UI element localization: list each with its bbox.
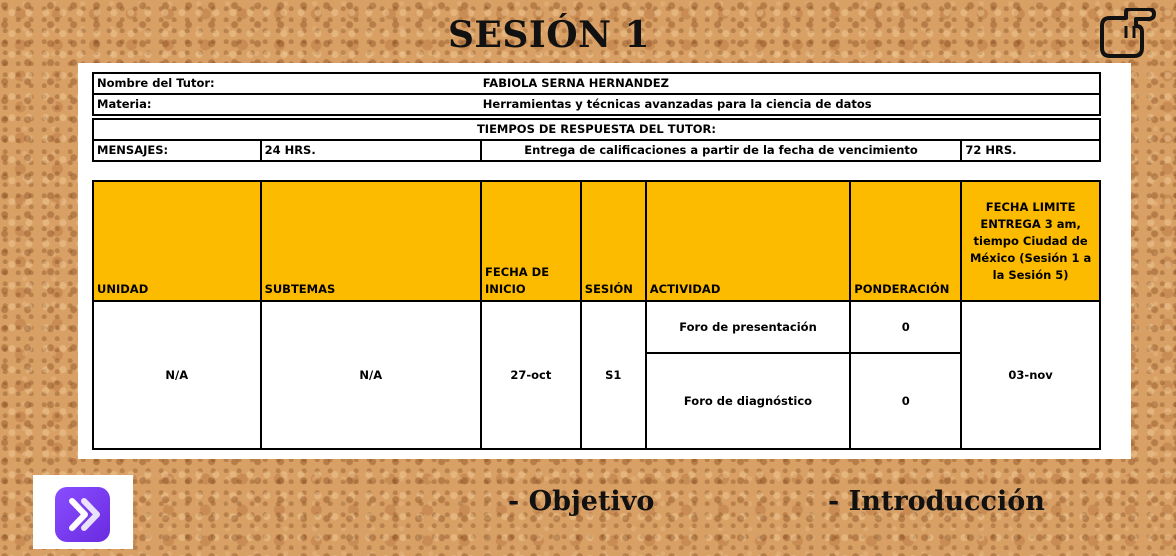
cell-sesion: S1 bbox=[581, 301, 646, 449]
table-row bbox=[93, 301, 1100, 353]
header-fecha-inicio: FECHA DE INICIO bbox=[481, 181, 581, 301]
subject-row bbox=[93, 94, 1100, 115]
grades-label: Entrega de calificaciones a partir de la fecha de vencimiento bbox=[481, 140, 962, 161]
cell-subtemas: N/A bbox=[261, 301, 481, 449]
tutor-label: Nombre del Tutor: bbox=[93, 73, 481, 94]
tutor-value: FABIOLA SERNA HERNANDEZ bbox=[481, 73, 1100, 94]
header-fecha-limite: FECHA LIMITE ENTREGA 3 am, tiempo Ciudad de México (Sesión 1 a la Sesión 5) bbox=[961, 181, 1100, 301]
header-subtemas: SUBTEMAS bbox=[261, 181, 481, 301]
session-card bbox=[78, 63, 1131, 459]
response-times-row bbox=[93, 119, 1100, 140]
logo-tile bbox=[55, 487, 110, 542]
header-sesion: SESIÓN bbox=[581, 181, 646, 301]
messages-label: MENSAJES: bbox=[93, 140, 261, 161]
cell-activity-1: Foro de presentación bbox=[646, 301, 851, 353]
app-logo[interactable] bbox=[33, 475, 133, 549]
nav-introduccion-link[interactable]: - Introducción bbox=[828, 486, 1045, 517]
tutor-row bbox=[93, 73, 1100, 94]
messages-value: 24 HRS. bbox=[261, 140, 481, 161]
cell-fecha-limite: 03-nov bbox=[961, 301, 1100, 449]
hand-pointer-icon[interactable] bbox=[1096, 8, 1160, 60]
header-ponderacion: PONDERACIÓN bbox=[850, 181, 961, 301]
subject-label: Materia: bbox=[93, 94, 481, 115]
response-times-title: TIEMPOS DE RESPUESTA DEL TUTOR: bbox=[93, 119, 1100, 140]
cell-activity-2: Foro de diagnóstico bbox=[646, 353, 851, 449]
cell-weight-2: 0 bbox=[850, 353, 961, 449]
cell-fecha-inicio: 27-oct bbox=[481, 301, 581, 449]
nav-objetivo-link[interactable]: - Objetivo bbox=[508, 486, 655, 517]
tutor-info-table bbox=[92, 72, 1101, 162]
schedule-table bbox=[92, 180, 1101, 450]
cell-unidad: N/A bbox=[93, 301, 261, 449]
page-title: SESIÓN 1 bbox=[447, 14, 651, 56]
header-unidad: UNIDAD bbox=[93, 181, 261, 301]
grades-value: 72 HRS. bbox=[961, 140, 1100, 161]
header-actividad: ACTIVIDAD bbox=[646, 181, 851, 301]
schedule-header-row bbox=[93, 181, 1100, 301]
subject-value: Herramientas y técnicas avanzadas para la ciencia de datos bbox=[481, 94, 1100, 115]
double-chevron-right-icon bbox=[55, 487, 110, 542]
messages-row bbox=[93, 140, 1100, 161]
cell-weight-1: 0 bbox=[850, 301, 961, 353]
